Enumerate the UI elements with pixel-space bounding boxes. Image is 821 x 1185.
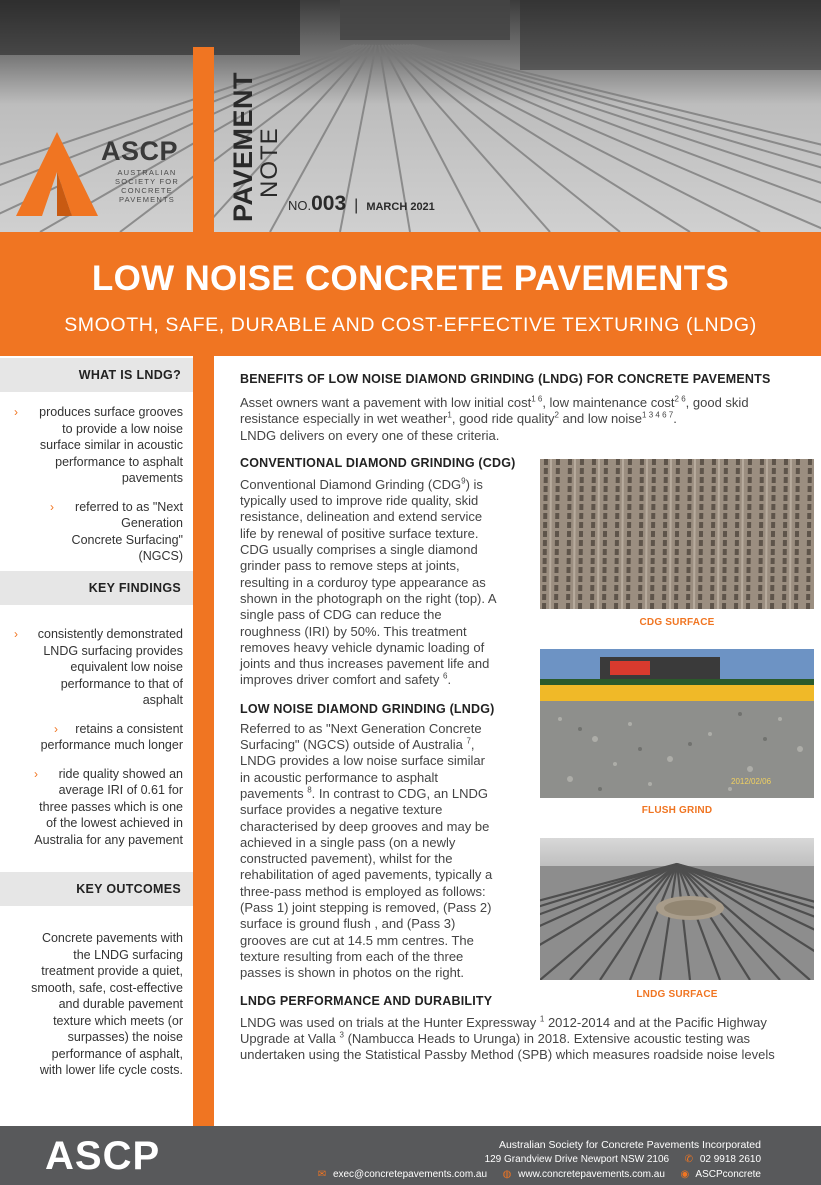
series-word-note: NOTE	[256, 127, 283, 198]
lndg-heading: LOW NOISE DIAMOND GRINDING (LNDG)	[240, 701, 495, 716]
footer-contact-line	[318, 1169, 761, 1180]
list-item	[0, 766, 183, 849]
logo-wordmark: ASCP	[101, 136, 179, 166]
cdg-paragraph: Conventional Diamond Grinding (CDG$^9$) is typically used to improve ride quality, skid resistance, delineation and extend service life by renewal of positive surface texture. CDG usually comprises a single diamond grinder pass to remove steps at joints, resulting in a corduroy type appearance as shown in the photograph on the right (top). A single pass of CDG can reduce the roughness (IRI) by 50%. This treatment removes heavy vehicle dynamic loading of joints and thus increases pavement life and improves driver comfort and safety $^6$.	[240, 476, 496, 688]
footer-address-line	[485, 1154, 761, 1165]
photo-date-stamp: 2012/02/06	[731, 777, 772, 786]
issue-line	[288, 192, 435, 216]
lndg-surface-photo	[540, 838, 814, 980]
footer	[0, 1126, 821, 1185]
chevron-right-icon: ›	[50, 499, 54, 514]
logo-subtitle: AUSTRALIAN SOCIETY FOR CONCRETE PAVEMENTS	[115, 168, 179, 204]
issue-number: 003	[311, 192, 347, 215]
sidebar-list-key-findings	[0, 626, 193, 860]
globe-icon: ◍	[502, 1169, 512, 1180]
benefits-heading: BENEFITS OF LOW NOISE DIAMOND GRINDING (LNDG) FOR CONCRETE PAVEMENTS	[240, 372, 771, 386]
sidebar-list-what-is	[0, 404, 193, 577]
issue-label: NO.	[288, 198, 312, 213]
footer-social[interactable]: ASCPconcrete	[695, 1169, 761, 1180]
series-word-pavement: PAVEMENT	[228, 71, 258, 222]
benefits-paragraph: Asset owners want a pavement with low initial cost$^{1 6}$, low maintenance cost$^{2 6}$, good skid resistance especially in wet weather$^1$, good ride quality$^2$ and low noise$^{1 3 4 6 7}$. LNDG delivers on every one of these criteria.	[240, 394, 749, 443]
page-title: LOW NOISE CONCRETE PAVEMENTS	[91, 259, 730, 298]
key-outcomes-text: Concrete pavements with the LNDG surfacing treatment provide a quiet, smooth, safe, cost-effective and durable pavement texture which meets (or surpasses) the noise performance of asphalt, with lower life cycle costs.	[31, 931, 183, 1077]
email-icon: ✉	[317, 1169, 327, 1180]
list-item	[0, 626, 183, 709]
list-item	[0, 721, 183, 754]
footer-email[interactable]: exec@concretepavements.com.au	[332, 1169, 488, 1180]
list-item-text: referred to as "Next Generation Concrete Surfacing" (NGCS)	[71, 499, 183, 563]
chevron-right-icon: ›	[14, 405, 18, 419]
title-band	[0, 232, 821, 356]
sidebar-accent-stripe	[193, 356, 214, 1126]
footer-organisation: Australian Society for Concrete Pavements Incorporated	[498, 1139, 761, 1151]
footer-website[interactable]: www.concretepavements.com.au	[518, 1169, 665, 1180]
chevron-right-icon: ›	[34, 766, 38, 781]
flush-grind-photo	[540, 649, 814, 798]
chevron-right-icon: ›	[54, 721, 58, 736]
issue-date: MARCH 2021	[366, 201, 435, 213]
chevron-right-icon: ›	[14, 627, 18, 641]
flush-grind-caption: FLUSH GRIND	[641, 805, 713, 816]
cdg-surface-photo	[540, 459, 814, 609]
page-subtitle: SMOOTH, SAFE, DURABLE AND COST-EFFECTIVE TEXTURING (LNDG)	[64, 314, 757, 336]
ascp-triangle-logo-icon	[16, 132, 98, 216]
footer-logo: ASCP	[45, 1134, 161, 1178]
cdg-surface-caption: CDG SURFACE	[639, 617, 715, 628]
hero-accent-bar	[193, 47, 214, 232]
list-item	[0, 499, 183, 565]
footer-phone[interactable]: 02 9918 2610	[699, 1154, 761, 1165]
performance-heading: LNDG PERFORMANCE AND DURABILITY	[240, 993, 493, 1008]
performance-paragraph: LNDG was used on trials at the Hunter Expressway $^1$ 2012-2014 and at the Pacific Highway Upgrade at Valla $^3$ (Nambucca Heads to Urunga) in 2018. Extensive acoustic testing was undertaken using the Statistical Passby Method (SPB) which measures roadside noise levels	[240, 1014, 775, 1063]
sidebar-heading-key-findings: KEY FINDINGS	[0, 571, 193, 605]
list-item-text: retains a consistent performance much longer	[40, 721, 183, 752]
list-item-text: consistently demonstrated LNDG surfacing provides equivalent low noise performance to that of asphalt	[37, 627, 183, 707]
cdg-heading: CONVENTIONAL DIAMOND GRINDING (CDG)	[240, 455, 516, 470]
sidebar-heading-what-is: WHAT IS LNDG?	[0, 358, 193, 392]
issue-separator: |	[354, 197, 359, 214]
list-item	[0, 404, 183, 487]
lndg-surface-caption: LNDG SURFACE	[636, 989, 718, 1000]
lndg-paragraph: Referred to as "Next Generation Concrete Surfacing" (NGCS) outside of Australia $^7$, LNDG provides a low noise surface similar in acoustic performance to asphalt pavements $^8$. In contrast to CDG, an LNDG surface provides a negative texture characterised by deep grooves and may be achieved in a single pass (on a newly constructed pavement), whilst for the rehabilitation of aged pavements, typically a three-pass method is employed as follows: (Pass 1) joint stepping is removed, (Pass 2) surface is ground flush , and (Pass 3) grooves are cut at 14.5 mm centres. The texture resulting from each of the three passes is shown in photos on the right.	[240, 720, 493, 981]
sidebar-heading-key-outcomes: KEY OUTCOMES	[0, 872, 193, 906]
hero-photo	[0, 0, 821, 232]
social-icon: ◉	[680, 1169, 690, 1180]
footer-address: 129 Grandview Drive Newport NSW 2106	[484, 1154, 670, 1165]
phone-icon: ✆	[684, 1154, 694, 1165]
list-item-text: ride quality showed an average IRI of 0.61 for three passes which is one of the lowest achieved in Australia for any pavement	[34, 766, 183, 847]
list-item-text: produces surface grooves to provide a low noise surface similar in acoustic performance to asphalt pavements	[39, 405, 183, 485]
